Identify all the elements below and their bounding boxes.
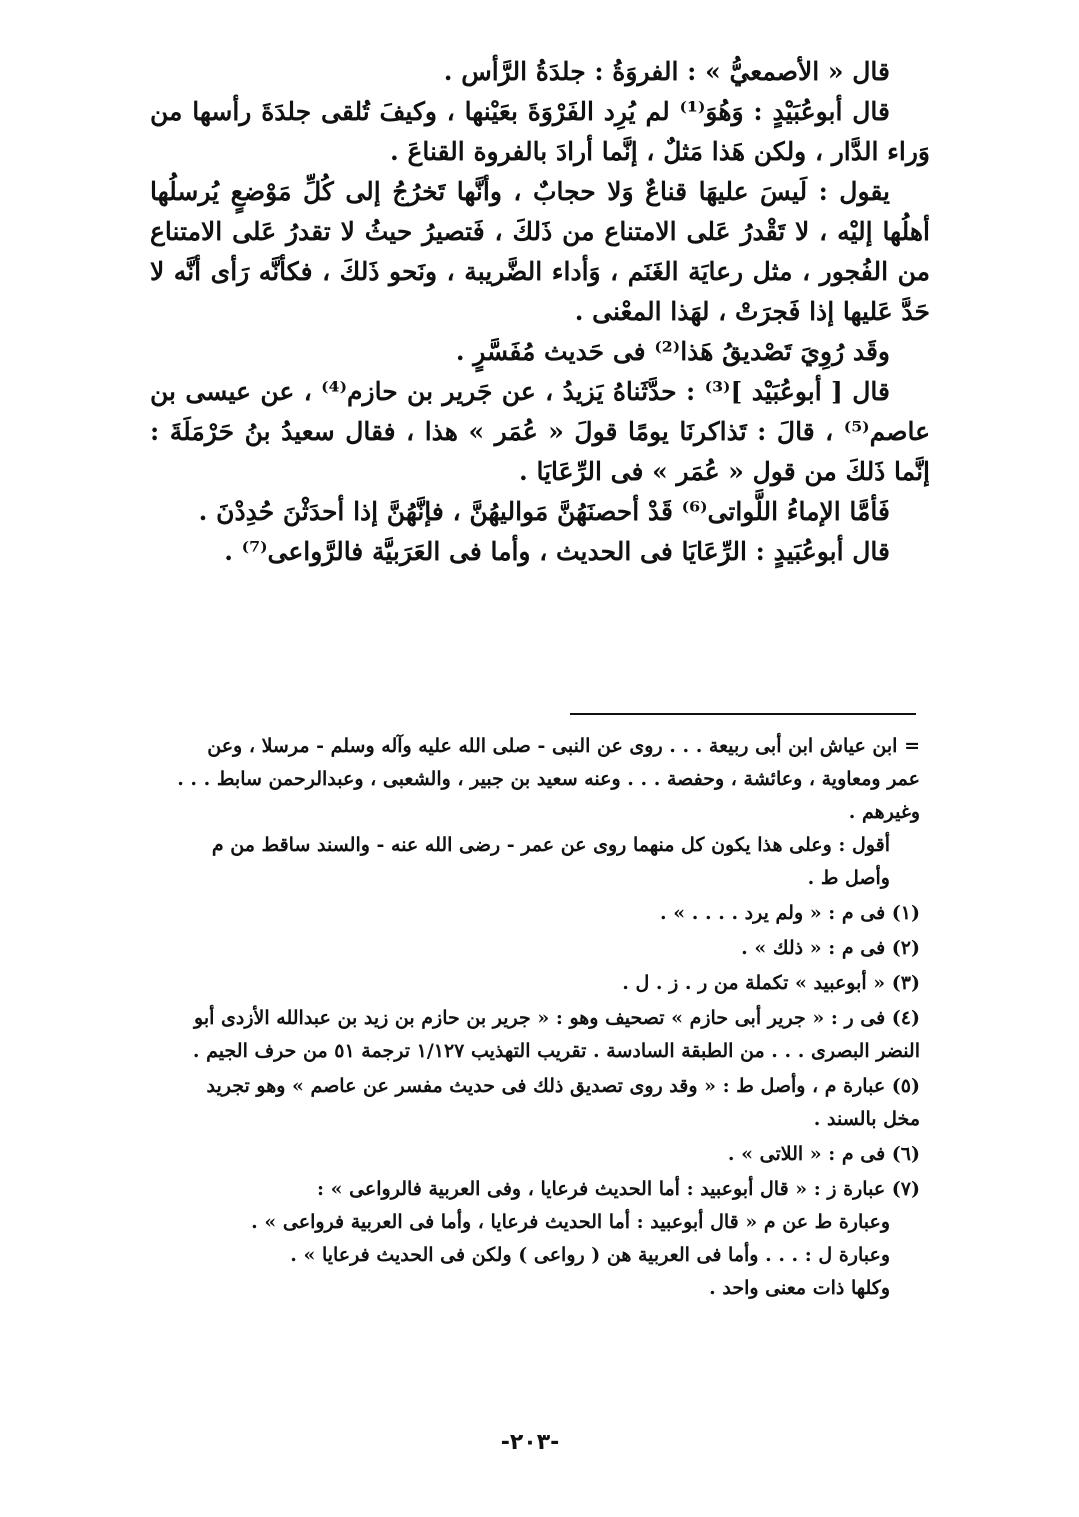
paragraph-abu-ubaid-farwa: قال أبوعُبَيْدٍ : وَهُوَ⁽¹⁾ لم يُرِد الفَرْوَةَ بعَيْنها ، وكيفَ تُلقى جلدَةَ رأسها من وَراء الدَّار ، ولكن هَذا مَثلٌ ، إنَّما أرادَ بالفروة القناعَ . — [150, 97, 930, 166]
footnote-4: (٤) فى ر : « جرير أبى حازم » تصحيف وهو : « جرير بن حازم بن زيد بن عبدالله الأزدى أبو النضر البصرى . . . من الطبقة السادسة . تقريب التهذيب ١/١٢٧ ترجمة ٥١ من حرف الجيم . — [192, 1007, 920, 1062]
page-number: -٢٠٣- — [500, 1430, 560, 1455]
paragraph-yaqul: يقول : لَيسَ عليهَا قناعٌ وَلا حجابٌ ، وأنَّها تَخرُجُ إلى كُلِّ مَوْضعٍ يُرسلُها أهلُها إليْه ، لا تَقْدرُ عَلى الامتناع من ذَلكَ ، فَتصيرُ حيثُ لا تقدرُ عَلى الامتناع من الفُجور ، مثل رعايَة الغَنَم ، وَأداء الضَّريبة ، ونَحو ذَلكَ ، فكأنَّه رَأى أنَّه لا حَدَّ عَليها إذا فَجرَتْ ، لهَذا المعْنى . — [150, 177, 930, 326]
paragraph-tasdiq: وقَد رُوِيَ تَصْديقُ هَذا⁽²⁾ فى حَديث مُفَسَّرٍ . — [455, 337, 890, 366]
footnote-1: (١) فى م : « ولم يرد . . . . » . — [660, 902, 920, 924]
footnote-continuation: = ابن عياش ابن أبى ربيعة . . . روى عن النبى - صلى الله عليه وآله وسلم - مرسلا ، وعن عمر ومعاوية ، وعائشة ، وحفصة . . . وعنه سعيد بن جبير ، والشعبى ، وعبدالرحمن سابط . . . وغيرهم . — [177, 735, 920, 823]
footnote-7-line-2: وعبارة ط عن م « قال أبوعبيد : أما الحديث فرعايا ، وأما فى العربية فرواعى » . — [251, 1211, 890, 1233]
main-text — [150, 52, 930, 572]
footnote-comment: أقول : وعلى هذا يكون كل منهما روى عن عمر - رضى الله عنه - والسند ساقط من م وأصل ط . — [211, 834, 890, 889]
footnote-5: (٥) عبارة م ، وأصل ط : « وقد روى تصديق ذلك فى حديث مفسر عن عاصم » وهو تجريد مخل بالسند . — [206, 1075, 920, 1130]
footnotes — [170, 730, 920, 1305]
footnote-separator — [570, 713, 916, 715]
paragraph-imaa: فَأمَّا الإماءُ اللَّواتى⁽⁶⁾ قَدْ أحصنَهُنَّ مَواليهُنَّ ، فإنَّهُنَّ إذا أحدَثْنَ حُدِدْنَ . — [198, 497, 890, 526]
footnote-7-line-4: وكلها ذات معنى واحد . — [709, 1277, 890, 1299]
footnote-6: (٦) فى م : « اللاتى » . — [727, 1143, 920, 1165]
footnote-7-line-3: وعبارة ل : . . . وأما فى العربية هن ( رواعى ) ولكن فى الحديث فرعايا » . — [290, 1244, 890, 1266]
paragraph-raaya: قال أبوعُبَيدٍ : الرِّعَايَا فى الحديث ، وأما فى العَرَبيَّة فالرَّواعى⁽⁷⁾ . — [224, 537, 890, 566]
footnote-2: (٢) فى م : « ذلك » . — [741, 937, 920, 959]
footnote-7: (٧) عبارة ز : « قال أبوعبيد : أما الحديث فرعايا ، وفى العربية فالرواعى » : — [316, 1178, 920, 1200]
paragraph-asmai: قال « الأصمعيُّ » : الفروَةُ : جلدَةُ الرَّأس . — [443, 57, 890, 86]
footnote-3: (٣) « أبوعبيد » تكملة من ر . ز . ل . — [622, 972, 920, 994]
paragraph-isnad: قال [ أبوعُبَيْد ]⁽³⁾ : حدَّثَناهُ يَزيدُ ، عن جَرير بن حازم⁽⁴⁾ ، عن عيسى بن عاصم⁽⁵⁾ ، قالَ : تَذاكرنَا يومًا قولَ « عُمَر » هذا ، فقال سعيدُ بنُ حَرْمَلَةَ : إنَّما ذَلكَ من قول « عُمَر » فى الرِّعَايَا . — [150, 377, 930, 486]
